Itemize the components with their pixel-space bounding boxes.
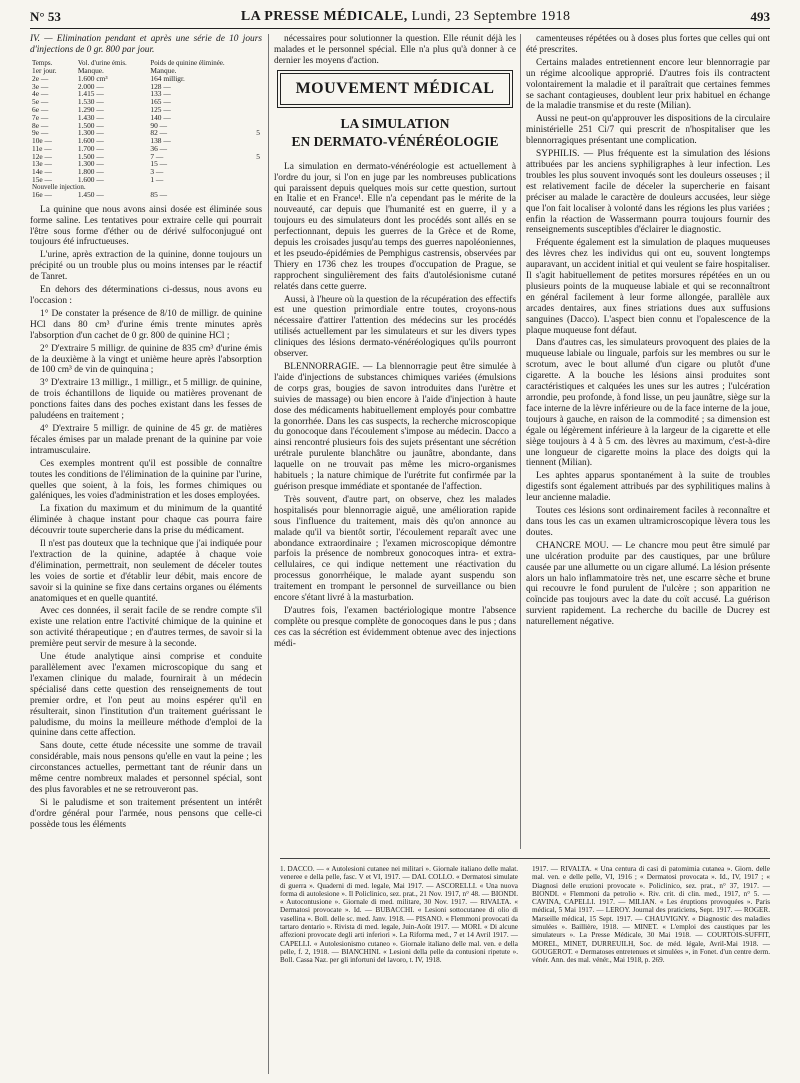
paragraph: La quinine que nous avons ainsi dosée est éliminée sous forme saline. Les tentatives pour extraire celle qui pourrait l'être sous forme d'éther ou de dérivé sulfoconjugué ont toujours été infructueuses. bbox=[30, 204, 262, 248]
table-section-title: IV. — Elimination pendant et après une série de 10 jours d'injections de 0 gr. 800 par jour. bbox=[30, 34, 262, 55]
table-row bbox=[30, 160, 262, 168]
table-cell: 85 — bbox=[150, 189, 168, 199]
table-cell: 138 — bbox=[150, 136, 171, 146]
table-cell: 15e — bbox=[32, 174, 52, 184]
paragraph: La simulation en dermato-vénéréologie est actuellement à l'ordre du jour, si l'on en juge par les nombreuses publications qui paraissent depuis quelques mois sur cette question, surtout en Italie et en France¹. Elle n'a cependant pas le mérite de la nouveauté, car depuis que l'humanité est en guerre, il y a toujours eu des simulateurs dont les procédés sont allés en se perfectionnant, depuis les guerres de la Grèce et de Rome, depuis les croisades jusqu'au temps des guerres napoléoniennes, et les pseudo-épidémies de Pemphigus castrensis, observées par Thiery en 1736 chez les troupes d'occupation de Prague, se rapprochent singulièrement des faits d'autolésionisme cutané relatés dans cette guerre. bbox=[274, 161, 516, 292]
table-row bbox=[30, 98, 262, 106]
table-cell: 10e — bbox=[32, 136, 52, 146]
paragraph: Fréquente également est la simulation de plaques muqueuses des lèvres chez les individus qui ont eu, souvent longtemps auparavant, un accident initial et qui veulent se faire hospitaliser. Il s'agit habituellement de petites morsures répétées en un ou plusieurs points de la muqueuse labiale et qui se reconnaîtront en général facilement à leur forme allongée, parallèle aux arcades dentaires, aux fines striations dues aux suffusions sanguines (Dacco). L'aspect bien connu et l'opalescence de la plaque muqueuse font défaut. bbox=[526, 238, 770, 336]
table-cell bbox=[252, 106, 262, 114]
table-cell: 7e — bbox=[32, 112, 49, 122]
table-row bbox=[30, 145, 262, 153]
table-header-cell: Poids de quinine éliminée. bbox=[150, 58, 225, 67]
paragraph: D'autres fois, l'examen bactériologique montre l'absence complète ou presque complète de gonocoques dans le pus ; dans ces cas la sécrétion est évidemment obtenue avec des injections médi- bbox=[274, 605, 516, 649]
table-cell: 1.530 — bbox=[77, 97, 104, 107]
table-row bbox=[30, 122, 262, 130]
column-divider-2 bbox=[520, 34, 521, 849]
table-cell bbox=[252, 137, 262, 145]
table-cell: 1.415 — bbox=[77, 89, 104, 99]
table-cell: 15 — bbox=[150, 159, 168, 169]
table-cell: Manque. bbox=[150, 66, 177, 76]
masthead bbox=[241, 9, 571, 25]
table-cell bbox=[252, 83, 262, 91]
article-title-line: EN DERMATO-VÉNÉRÉOLOGIE bbox=[291, 134, 499, 150]
paragraph: Ces exemples montrent qu'il est possible de connaître toutes les conditions de l'élimination de la quinine par l'urine, quelles que soient, à la fois, les formes chimiques ou galéniques, les voies d'administration et les doses employées. bbox=[30, 458, 262, 502]
table-cell: 1.500 — bbox=[77, 151, 104, 161]
footnotes bbox=[280, 858, 770, 1083]
table-cell: 12e — bbox=[32, 151, 52, 161]
table-row bbox=[30, 83, 262, 91]
table-cell: 82 — bbox=[150, 128, 168, 138]
section-heading-box: MOUVEMENT MÉDICAL bbox=[280, 73, 510, 106]
table-cell: 5e — bbox=[32, 97, 49, 107]
table-row bbox=[30, 75, 262, 83]
table-cell: 11e — bbox=[32, 143, 52, 153]
table-row bbox=[30, 137, 262, 145]
article-title-line: LA SIMULATION bbox=[340, 116, 450, 132]
paragraph: Toutes ces lésions sont ordinairement faciles à reconnaître et dans tous les cas un examen ultramicroscopique lèvera tous les doutes. bbox=[526, 506, 770, 538]
table-cell: 1.600 cm³ bbox=[77, 73, 108, 83]
table-cell: 1.290 — bbox=[77, 104, 104, 114]
article-title bbox=[274, 115, 516, 151]
paragraph: Les aphtes apparus spontanément à la suite de troubles digestifs sont également attribués par des syphilitiques malins à leur ancienne maladie. bbox=[526, 471, 770, 504]
table-cell: 13e — bbox=[32, 159, 52, 169]
issue-date: Lundi, 23 Septembre 1918 bbox=[411, 8, 571, 24]
table-cell: 164 milligr. bbox=[150, 73, 185, 83]
paragraph: Aussi ne peut-on qu'approuver les dispositions de la circulaire ministérielle 251 Ci/7 qui prescrit de n'hospitaliser que les blennorragiques présentant une complication. bbox=[526, 114, 770, 147]
article-body-continued bbox=[526, 34, 770, 628]
table-cell: 1.600 — bbox=[77, 174, 104, 184]
table-cell: 5 bbox=[256, 151, 260, 161]
table-cell: 1.300 — bbox=[77, 159, 104, 169]
table-cell: 1.600 — bbox=[77, 136, 104, 146]
table-cell: 128 — bbox=[150, 81, 171, 91]
table-header-cell bbox=[252, 60, 262, 67]
paragraph: Très souvent, d'autre part, on observe, chez les malades hospitalisés pour blennorragie aiguë, une amélioration rapide sous l'influence du traitement, mais dès qu'on annonce au malade qu'il va bientôt sortir, l'écoulement reparaît avec une abondance extraordinaire ; l'examen microscopique démontre parfois la présence de nombreux gonocoques intra- et extra-cellulaires, ce qui indique nettement une réactivation du processus gonorrhéique, le malade ayant suspendu son traitement en trompant le personnel de surveillance ou bien encore s'étant livré à la masturbation. bbox=[274, 494, 516, 604]
table-cell: 1er jour. bbox=[32, 66, 57, 76]
table-row bbox=[30, 153, 262, 161]
table-cell: 125 — bbox=[150, 104, 171, 114]
table-cell: 140 — bbox=[150, 112, 171, 122]
table-row bbox=[30, 168, 262, 176]
table-cell: 7 — bbox=[150, 151, 164, 161]
table-note: Nouvelle injection. bbox=[32, 182, 86, 191]
paragraph: 1° De constater la présence de 8/10 de milligr. de quinine HCl dans 80 cm³ d'urine émis trente minutes après l'absorption d'un cachet de 0 gr. 800 de quinine HCl ; bbox=[30, 308, 262, 341]
journal-name: LA PRESSE MÉDICALE, bbox=[240, 8, 408, 24]
table-cell bbox=[252, 98, 262, 106]
table-cell: 8e — bbox=[32, 120, 49, 130]
paragraph: 2° D'extraire 5 milligr. de quinine de 835 cm³ d'urine émis de la deuxième à la vingt et unième heure après l'absorption de 100 cm³ de vin de quinquina ; bbox=[30, 343, 262, 376]
table-cell bbox=[252, 191, 262, 199]
page-number: 493 bbox=[750, 9, 770, 25]
paragraph: Avec ces données, il serait facile de se rendre compte s'il existe une relation entre l'activité chimique de la quinine et son activité thérapeutique ; en d'autres termes, de savoir si la première peut servir de mesure à la seconde. bbox=[30, 606, 262, 650]
table-cell: 133 — bbox=[150, 89, 171, 99]
table-cell: 3 — bbox=[150, 167, 164, 177]
issue-number: N° 53 bbox=[30, 9, 61, 25]
paragraph: Aussi, à l'heure où la question de la récupération des effectifs est une question primordiale entre toutes, croyons-nous nécessaire d'attirer l'attention des médecins sur les procédés utilisés actuellement par les simulateurs et sur les divers types cliniques des lésions dermato-vénéréologiques qu'ils pourront observer. bbox=[274, 294, 516, 360]
table-cell bbox=[252, 168, 262, 176]
table-cell: 90 — bbox=[150, 120, 168, 130]
table-row bbox=[30, 67, 262, 75]
table-cell bbox=[252, 176, 262, 184]
column-left bbox=[30, 34, 262, 1072]
table-cell: 1.500 — bbox=[77, 120, 104, 130]
table-cell: 2.000 — bbox=[77, 81, 104, 91]
table-cell: 14e — bbox=[32, 167, 52, 177]
column-right bbox=[526, 34, 770, 852]
table-cell: Manque. bbox=[77, 66, 104, 76]
paragraph: CHANCRE MOU. — Le chancre mou peut être simulé par une ulcération produite par des caustiques, par une brûlure causée par une allumette ou un cigare allumé. La lésion présente alors un halo inflammatoire très net, une escarre sèche et brune qui recouvre le fond purulent de l'ulcère ; son apparition ne coïncide pas toujours avec la date du coït accusé. La guérison survient rapidement. La recherche du bacille de Ducrey est naturellement négative. bbox=[526, 540, 770, 628]
table-cell: 1.450 — bbox=[77, 189, 104, 199]
paragraph: Sans doute, cette étude nécessite une somme de travail considérable, mais nous pensons qu'elle en vaut la peine ; les circonstances actuelles, permettant tant de réunir dans un même centre nombreux malades et personnel spécial, sont des plus favorables et ne se retrouveront pas. bbox=[30, 741, 262, 795]
table-row bbox=[30, 114, 262, 122]
table-cell bbox=[252, 75, 262, 83]
table-row bbox=[30, 191, 262, 199]
table-cell bbox=[252, 90, 262, 98]
continued-paragraph: nécessaires pour solutionner la question. Elle réunit déjà les malades et le personnel spécial. Elle n'a plus qu'à donner à ce dernier les moyens d'action. bbox=[274, 34, 516, 66]
paragraph: Certains malades entretiennent encore leur blennorragie par un régime alcoolique approprié. D'autres fois ils contractent volontairement la maladie et il paraîtrait que certaines femmes se sachant contagieuses, doublent leur prix habituel en échange de la maladie transmise et du reste (Milian). bbox=[526, 57, 770, 112]
paragraph: Il n'est pas douteux que la technique que j'ai indiquée pour l'extraction de la quinine, adaptée à chaque voie d'élimination, permettrait, non seulement de déceler toutes les voies de sortie et d'établir leur débit, mais encore de savoir si la quinine se fixe dans certains organes ou éléments anatomiques et en quelle quantité. bbox=[30, 539, 262, 604]
table-cell: 1.700 — bbox=[77, 143, 104, 153]
paragraph: Si le paludisme et son traitement présentent un intérêt d'ordre général pour l'armée, nous pensons que celle-ci possède tous les éléments bbox=[30, 797, 262, 830]
table-cell: 4e — bbox=[32, 89, 49, 99]
table-header-cell: Vol. d'urine émis. bbox=[77, 58, 127, 67]
table-cell: 16e — bbox=[32, 189, 52, 199]
paragraph: 4° D'extraire 5 milligr. de quinine de 45 gr. de matières fécales émises par un malade prenant de la quinine par voie intramusculaire. bbox=[30, 423, 262, 456]
article-body bbox=[274, 162, 516, 650]
paragraph: camenteuses répétées ou à doses plus fortes que celles qui ont été prescrites. bbox=[526, 34, 770, 55]
table-header-row bbox=[30, 60, 262, 67]
table-cell: 6e — bbox=[32, 104, 49, 114]
paragraph: BLENNORRAGIE. — La blennorragie peut être simulée à l'aide d'injections de substances chimiques variées (émulsions de corps gras, bougies de savon introduites dans l'urètre et suivies de massage) ou bien encore à l'aide d'injection à haute dose des médicaments habituellement employés pour combattre la gonorrhée. Dans les cas suspects, la recherche microscopique du gonocoque dans l'écoulement s'impose au médecin. Dacco a ainsi rencontré plusieurs fois des sujets présentant une sécrétion urétrale purulente blanchâtre ou jaunâtre, abondante, dans laquelle on ne trouvait pas même les micro-organismes habituels ; la nature chimique de l'urétrite fut confirmée par la guérison presque immédiate et spontanée de l'affection. bbox=[274, 362, 516, 492]
table-cell: 3e — bbox=[32, 81, 49, 91]
table-row bbox=[30, 106, 262, 114]
paragraph: La fixation du maximum et du minimum de la quantité éliminée à chaque instant pour chaque cas pourra faire découvrir toute supercherie dans la prise du médicament. bbox=[30, 504, 262, 537]
paragraph: L'urine, après extraction de la quinine, donne toujours un précipité ou un trouble plus ou moins intenses par le réactif de Tanret. bbox=[30, 250, 262, 283]
table-cell bbox=[252, 114, 262, 122]
table-cell: 36 — bbox=[150, 143, 168, 153]
paragraph: En dehors des déterminations ci-dessus, nous avons eu l'occasion : bbox=[30, 285, 262, 306]
table-row bbox=[30, 90, 262, 98]
table-header-cell: Temps. bbox=[32, 58, 53, 67]
column-divider-1 bbox=[268, 34, 269, 1074]
table-cell bbox=[252, 160, 262, 168]
column-left-text bbox=[30, 205, 262, 831]
paragraph: SYPHILIS. — Plus fréquente est la simulation des lésions attribuées par les anciens syphiligraphes à leur infection. Les troubles les plus souvent invoqués sont les douleurs osseuses ; il est relativement facile de déceler la supercherie en faisant préciser au malade le caractère de douleurs accusées, leur siège que l'on fait localiser à volonté dans les régions les plus variées ; enfin la réaction de Wassermann pourra toujours fournir des renseignements susceptibles d'éclairer le diagnostic. bbox=[526, 149, 770, 236]
footnote-column: 1917. — RIVALTA. « Una centura di casi di patomimia cutanea ». Giorn. delle mal. ven. e delle pelle, VI, 1916 ; « Dermatosi provocata ». Id., IV, 1917 ; « Diagnosi delle eruzioni provocate ». Policlinico, sez. prat., n° 37, 1917. — BIONDI. « Flemmoni da petrolio ». Riv. crit. di clin. med., 1917, n° 5. — CAVINA, CAPELLI. 1917. — MILIAN. « Les éruptions provoquées ». Paris médical, 5 Mai 1917. — LEROY. Journal des praticiens, Sept. 1917. — ROGER. Marseille médical, 15 Sept. 1917. — CHAUVIGNY. « Diagnostic des maladies simulées ». Baillière, 1918. — MINET. « L'emploi des caustiques par les simulateurs ». La Presse Médicale, 30 Mai 1918. — COURTOIS-SUFFIT, MOREL, MINET, DURREUILH, Soc. de méd. légale, Avril-Mai 1918. — GOUGEROT. « Dermatoses entretenues et simulées », in Fonet. d'un centre derm. vénér. Ann. des mal. vénér., Mai 1918, p. 269. bbox=[532, 865, 770, 965]
page-header bbox=[30, 6, 770, 29]
table-cell: 1.430 — bbox=[77, 112, 104, 122]
quinine-elimination-table bbox=[30, 60, 262, 199]
table-row bbox=[30, 129, 262, 137]
table-cell bbox=[252, 67, 262, 75]
table-cell: 1.300 — bbox=[77, 128, 104, 138]
table-cell: 2e — bbox=[32, 73, 49, 83]
table-note-row bbox=[30, 184, 262, 191]
table-cell: 1.800 — bbox=[77, 167, 104, 177]
table-cell: 1 — bbox=[150, 174, 164, 184]
table-cell: 165 — bbox=[150, 97, 171, 107]
paragraph: Dans d'autres cas, les simulateurs provoquent des plaies de la muqueuse labiale ou linguale, parfois sur les membres ou sur le scrotum, avec le bout allumé d'un cigare ou plutôt d'une cigarette. A la bouche les lésions ainsi produites sont caractéristiques et calquées les unes sur les autres ; l'ulcération arrondie, peu profonde, à fond lisse, un peu jaunâtre, siège sur la face interne de la lèvre inférieure ou de la face interne de la joue, toujours à gauche, en raison de la commodité ; sa dimension est égale ou légèrement inférieure à la largeur de la cigarette et elle siège toujours à 4 à 5 cm. des lèvres au maximum, c'est-à-dire une longueur de cigarette moins la place des doigts qui la tiennent (Milian). bbox=[526, 338, 770, 469]
column-middle bbox=[274, 34, 516, 852]
paragraph: Une étude analytique ainsi comprise et conduite parallèlement avec l'examen microscopique du sang et l'examen clinique du malade, fournirait à un médecin spécialisé dans cette question des renseignements de tout premier ordre, et l'on peut au moins espérer qu'il en résulterait, sinon l'institution d'un traitement guérissant le paludisme, du moins la meilleure méthode d'emploi de la quinine dans cette affection. bbox=[30, 652, 262, 739]
table-cell: 9e — bbox=[32, 128, 49, 138]
paragraph: 3° D'extraire 13 milligr., 1 milligr., et 5 milligr. de quinine, de trois échantillons de liquide ou matières provenant de ponctions faites dans des poches existant dans les fesses de paludéens en traitement ; bbox=[30, 378, 262, 422]
table-cell: 5 bbox=[256, 128, 260, 138]
footnote-column: 1. DACCO. — « Autolesioni cutanee nei militari ». Giornale italiano delle malat. veneree e della pelle, fasc. V et VI, 1917. — DAL COLLO. « Dermatosi simulate di guerra ». Quaderni di med. legale, Mai 1917. — ASCORELLI. « Una nuova forma di autolesione ». Il Policlinico, sez. prat., 21 Nov. 1917, n° 48. — BIONDI. « Autocontusione ». Giornale di med. militare, 30 Nov. 1917. — RIVALTA. « Dermatosi provocate ». Id. — BUBACCHI. « Lesioni sottocutanee di olio di vasellina ». Boll. delle sc. med. Janv. 1918. — PISANO. « Flemmoni provocati da tartaro dentario ». Rivista di med. legale, Juin-Août 1917. — MORI. « Di alcune affezioni provocate degli arti inferiori ». La Riforma med., 7 et 14 Avril 1917. — CAPELLI. « Autolesionismo cutaneo ». Giornale italiano delle mal. ven. e della pelle, f. 2, 1918. — BIANCHINI. « Lesioni della pelle da contusioni ripetute ». Boll. Cassa Naz. per gli infortuni del lavoro, t. IV, 1918. bbox=[280, 865, 518, 965]
table-body bbox=[30, 67, 262, 199]
